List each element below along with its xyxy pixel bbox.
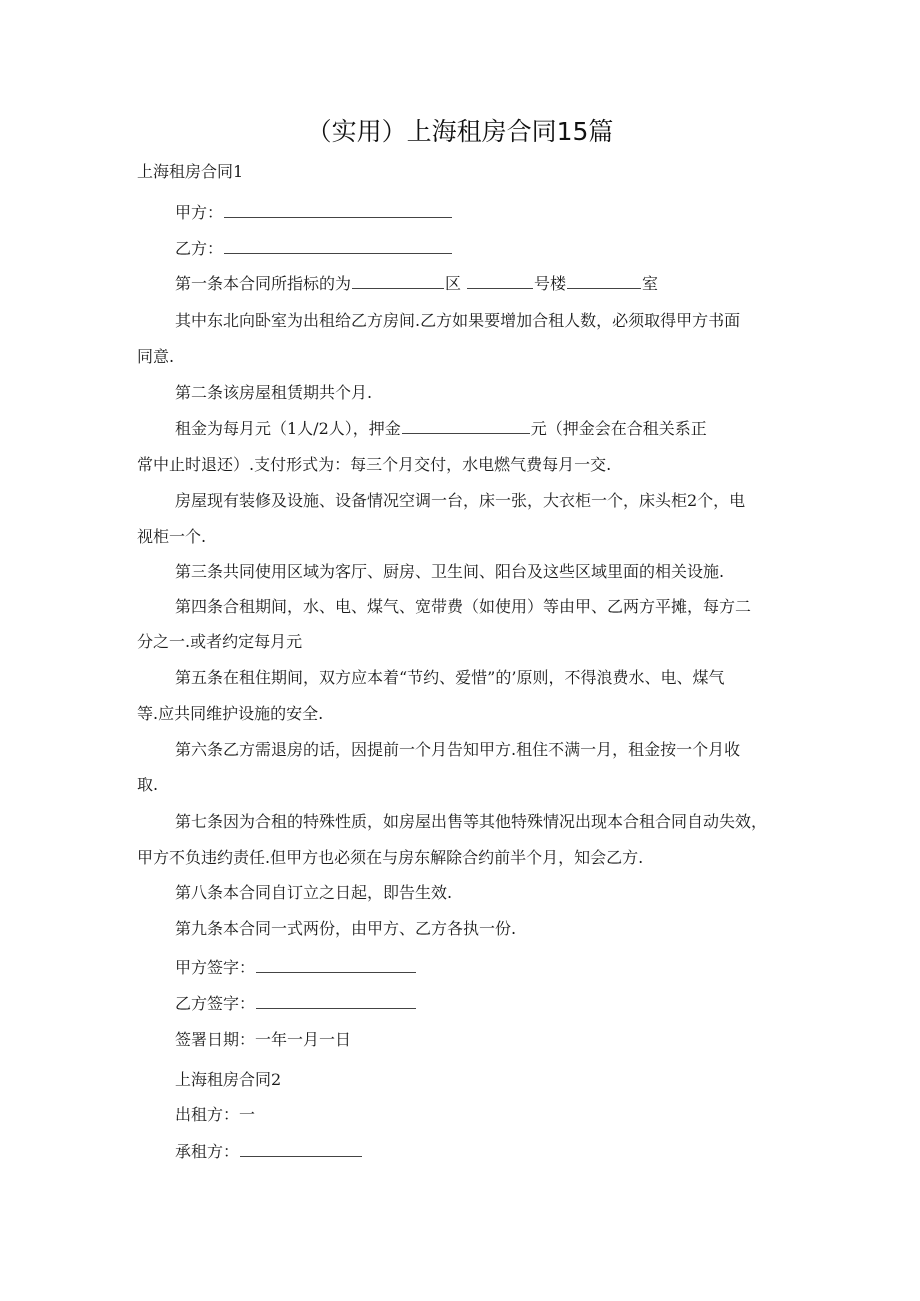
article-4-line-2: 分之一.或者约定每月元 [137,632,303,651]
party-a-label: 甲方： [175,203,224,222]
party-b-line [175,239,453,259]
article-2: 第二条该房屋租赁期共个月. [175,383,373,402]
lessor-line: 出租方：一 [175,1105,256,1124]
sign-date: 签署日期：一年一月一日 [175,1030,352,1049]
article-7-line-2: 甲方不负违约责任.但甲方也必须在与房东解除合约前半个月，知会乙方. [137,848,644,867]
sign-a-blank [256,970,416,973]
district-blank [352,286,444,289]
building-blank [467,286,533,289]
sign-b-label: 乙方签字： [175,994,256,1013]
room-label: 室 [642,274,659,293]
article-7-line-1: 第七条因为合租的特殊性质，如房屋出售等其他特殊情况出现本合租合同自动失效， [175,812,768,831]
equipment-line-2: 视柜一个. [137,527,207,546]
contract2-heading: 上海租房合同2 [175,1070,282,1089]
paragraph-1-line-2: 同意. [137,347,175,366]
article-3: 第三条共同使用区域为客厅、厨房、卫生间、阳台及这些区域里面的相关设施. [175,562,725,581]
article-1-line [175,274,658,294]
contract1-heading: 上海租房合同1 [137,162,244,181]
article-8: 第八条本合同自订立之日起，即告生效. [175,883,453,902]
rent-text: 租金为每月元（1人/2人），押金 [175,419,401,438]
sign-b-blank [256,1006,416,1009]
party-a-blank [224,215,452,218]
sign-a-line [175,958,417,978]
article-5-line-1: 第五条在租住期间，双方应本着“节约、爱惜”的’原则，不得浪费水、电、煤气 [175,668,725,687]
rent-line-1 [175,419,707,439]
sign-b-line [175,994,417,1014]
building-label: 号楼 [534,274,567,293]
document-title: （实用）上海租房合同15篇 [306,117,614,146]
sign-a-label: 甲方签字： [175,958,256,977]
lessee-line [175,1142,363,1162]
room-blank [567,286,641,289]
article-4-line-1: 第四条合租期间，水、电、煤气、宽带费（如使用）等由甲、乙两方平摊，每方二 [175,597,752,616]
article-9: 第九条本合同一式两份，由甲方、乙方各执一份. [175,919,517,938]
rent-line-2: 常中止时退还）.支付形式为：每三个月交付，水电燃气费每月一交. [137,455,612,474]
paragraph-1-line-1: 其中东北向卧室为出租给乙方房间.乙方如果要增加合租人数，必须取得甲方书面 [175,311,741,330]
party-b-blank [224,251,452,254]
party-a-line [175,203,453,223]
equipment-line-1: 房屋现有装修及设施、设备情况空调一台，床一张，大衣柜一个，床头柜2个，电 [175,491,746,510]
district-label: 区 [445,274,462,293]
party-b-label: 乙方： [175,239,224,258]
lessee-blank [240,1154,362,1157]
article-6-line-2: 取. [137,775,159,794]
article-5-line-2: 等.应共同维护设施的安全. [137,704,324,723]
article-6-line-1: 第六条乙方需退房的话，因提前一个月告知甲方.租住不满一月，租金按一个月收 [175,740,741,759]
lessee-label: 承租方： [175,1142,240,1161]
deposit-blank [402,431,530,434]
article-1-text: 第一条本合同所指标的为 [175,274,352,293]
deposit-text: 元（押金会在合租关系正 [530,419,707,438]
